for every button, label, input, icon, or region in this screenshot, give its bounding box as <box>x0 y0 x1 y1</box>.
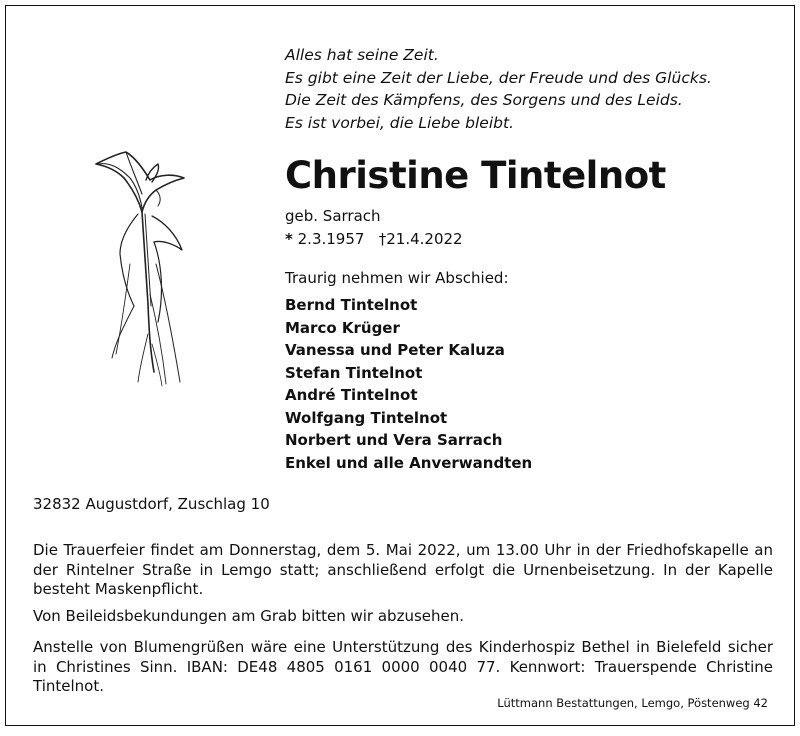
list-item: Bernd Tintelnot <box>285 296 418 314</box>
mourners-list <box>285 294 532 474</box>
undertaker-credit: Lüttmann Bestattungen, Lemgo, Pöstenweg 42 <box>497 696 768 710</box>
condolence-note: Von Beileidsbekundungen am Grab bitten wir abzusehen. <box>33 607 465 625</box>
maiden-name: geb. Sarrach <box>285 207 381 225</box>
list-item: Enkel und alle Anverwandten <box>285 453 533 472</box>
poem <box>285 44 765 134</box>
poem-line: Es ist vorbei, die Liebe bleibt. <box>285 113 514 132</box>
family-address: 32832 Augustdorf, Zuschlag 10 <box>33 495 270 513</box>
life-dates <box>285 228 463 250</box>
birth-symbol: * <box>285 230 293 248</box>
poem-line: Die Zeit des Kämpfens, des Sorgens und des Leids. <box>285 91 683 109</box>
funeral-info: Die Trauerfeier findet am Donnerstag, dem 5. Mai 2022, um 13.00 Uhr in der Friedhofskapelle an der Rintelner Straße in Lemgo statt; anschließend erfolgt die Urnenbeisetzung. In der Kapelle besteht Maskenpflicht. <box>33 541 773 598</box>
list-item: Vanessa und Peter Kaluza <box>285 341 505 359</box>
deceased-name: Christine Tintelnot <box>285 154 666 197</box>
list-item: Stefan Tintelnot <box>285 363 423 382</box>
list-item: Norbert und Vera Sarrach <box>285 431 503 449</box>
poem-line: Alles hat seine Zeit. <box>285 46 439 64</box>
death-symbol: † <box>378 230 387 248</box>
birth-date: 2.3.1957 <box>297 230 365 248</box>
list-item: Marco Krüger <box>285 318 400 337</box>
list-item: Wolfgang Tintelnot <box>285 408 448 427</box>
farewell-text: Traurig nehmen wir Abschied: <box>285 269 509 287</box>
death-date: 21.4.2022 <box>386 230 463 248</box>
list-item: André Tintelnot <box>285 386 418 404</box>
poem-line: Es gibt eine Zeit der Liebe, der Freude und des Glücks. <box>285 68 712 87</box>
donation-note: Anstelle von Blumengrüßen wäre eine Unterstützung des Kinderhospiz Bethel in Bielefeld sicher in Christines Sinn. IBAN: DE48 4805 0161 0000 0040 77. Kennwort: Trauerspende Christine Tintelnot. <box>33 638 773 695</box>
calla-lily-icon <box>86 144 196 394</box>
obituary-notice <box>5 5 795 726</box>
